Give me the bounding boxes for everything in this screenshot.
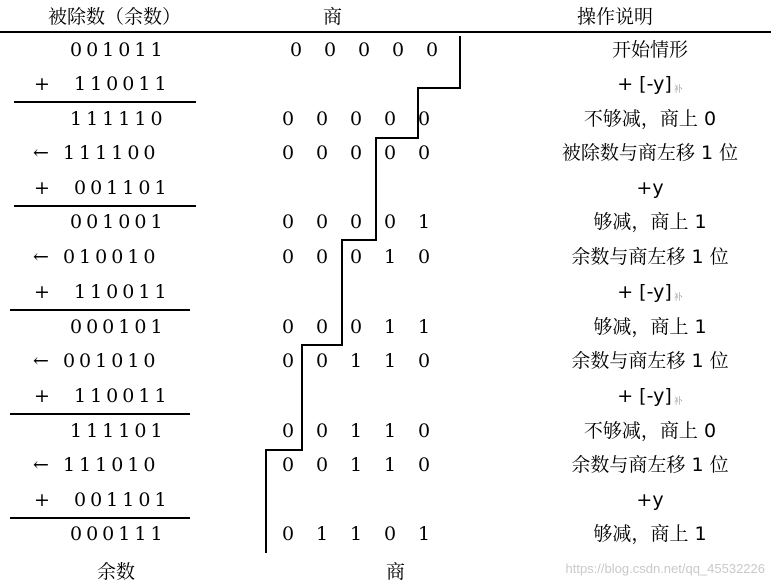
header-dividend: 被除数（余数） [48,6,182,28]
dividend-cell: 000101 [70,316,167,338]
dividend-cell: 111110 [70,108,167,130]
dividend-cell: + 001101 [34,177,171,199]
complement-subscript: 补 [673,293,683,303]
quotient-digit: 0 [281,108,295,130]
quotient-digit: 0 [391,39,405,61]
quotient-digit: 1 [383,420,397,442]
quotient-digit: 0 [383,523,397,545]
operation-text: +y [636,177,664,199]
quotient-digit: 0 [349,108,363,130]
quotient-digit: 1 [417,523,431,545]
quotient-digit: 1 [383,316,397,338]
operation-text: 余数与商左移 1 位 [571,454,729,476]
operation-text: 余数与商左移 1 位 [571,350,729,372]
quotient-digit: 0 [315,246,329,268]
quotient-digit: 1 [417,316,431,338]
quotient-digit: 0 [417,246,431,268]
complement-subscript: 补 [673,397,683,407]
quotient-digit: 0 [417,350,431,372]
quotient-digit: 1 [383,246,397,268]
quotient-digit: 0 [315,420,329,442]
header-description: 操作说明 [577,6,654,28]
quotient-digit: 1 [383,454,397,476]
quotient-digit: 0 [315,316,329,338]
quotient-digit: 0 [281,142,295,164]
header-quotient: 商 [323,6,343,28]
quotient-digit: 0 [281,246,295,268]
quotient-digit: 0 [315,454,329,476]
watermark: https://blog.csdn.net/qq_45532226 [565,561,765,576]
quotient-digit: 0 [383,108,397,130]
quotient-digit: 0 [417,420,431,442]
operation-text: + [-y] [617,385,672,407]
quotient-digit: 1 [349,420,363,442]
quotient-digit: 0 [315,142,329,164]
quotient-digit: 0 [349,211,363,233]
quotient-digit: 0 [281,420,295,442]
quotient-digit: 1 [349,350,363,372]
quotient-digit: 0 [417,454,431,476]
quotient-digit: 1 [315,523,329,545]
operation-text: 够减，商上 1 [593,316,707,338]
dividend-cell: ← 001010 [33,350,160,372]
quotient-digit: 0 [349,246,363,268]
quotient-digit: 0 [281,454,295,476]
quotient-digit: 0 [349,142,363,164]
operation-text: +y [636,489,664,511]
quotient-digit: 0 [383,142,397,164]
complement-subscript: 补 [673,85,683,95]
quotient-digit: 0 [323,39,337,61]
quotient-digit: 1 [349,523,363,545]
operation-text: 不够减，商上 0 [583,108,717,130]
dividend-cell: ← 111010 [33,454,160,476]
quotient-digit: 0 [315,211,329,233]
dividend-cell: + 001101 [34,489,171,511]
quotient-digit: 0 [425,39,439,61]
dividend-cell: 111101 [70,420,167,442]
dividend-cell: ← 111100 [33,142,160,164]
footer-quotient: 商 [386,561,406,583]
quotient-digit: 1 [383,350,397,372]
quotient-digit: 0 [281,350,295,372]
operation-text: + [-y] [617,73,672,95]
quotient-digit: 0 [281,316,295,338]
quotient-digit: 0 [357,39,371,61]
dividend-cell: ← 010010 [33,246,160,268]
dividend-cell: 000111 [70,523,167,545]
dividend-cell: 001001 [70,211,167,233]
quotient-digit: 0 [349,316,363,338]
quotient-digit: 0 [315,350,329,372]
staircase-line [266,36,460,553]
quotient-digit: 0 [383,211,397,233]
operation-text: 被除数与商左移 1 位 [561,142,739,164]
quotient-digit: 1 [417,211,431,233]
quotient-digit: 0 [281,523,295,545]
dividend-cell: + 110011 [34,385,171,407]
quotient-digit: 0 [417,108,431,130]
quotient-digit: 0 [417,142,431,164]
dividend-cell: + 110011 [34,73,171,95]
quotient-digit: 0 [315,108,329,130]
dividend-cell: 001011 [70,39,167,61]
dividend-cell: + 110011 [34,281,171,303]
operation-text: 余数与商左移 1 位 [571,246,729,268]
operation-text: 够减，商上 1 [593,523,707,545]
operation-text: 不够减，商上 0 [583,420,717,442]
quotient-digit: 1 [349,454,363,476]
quotient-digit: 0 [289,39,303,61]
operation-text: 够减，商上 1 [593,211,707,233]
operation-text: 开始情形 [611,39,689,61]
quotient-digit: 0 [281,211,295,233]
operation-text: + [-y] [617,281,672,303]
footer-remainder: 余数 [97,561,136,583]
